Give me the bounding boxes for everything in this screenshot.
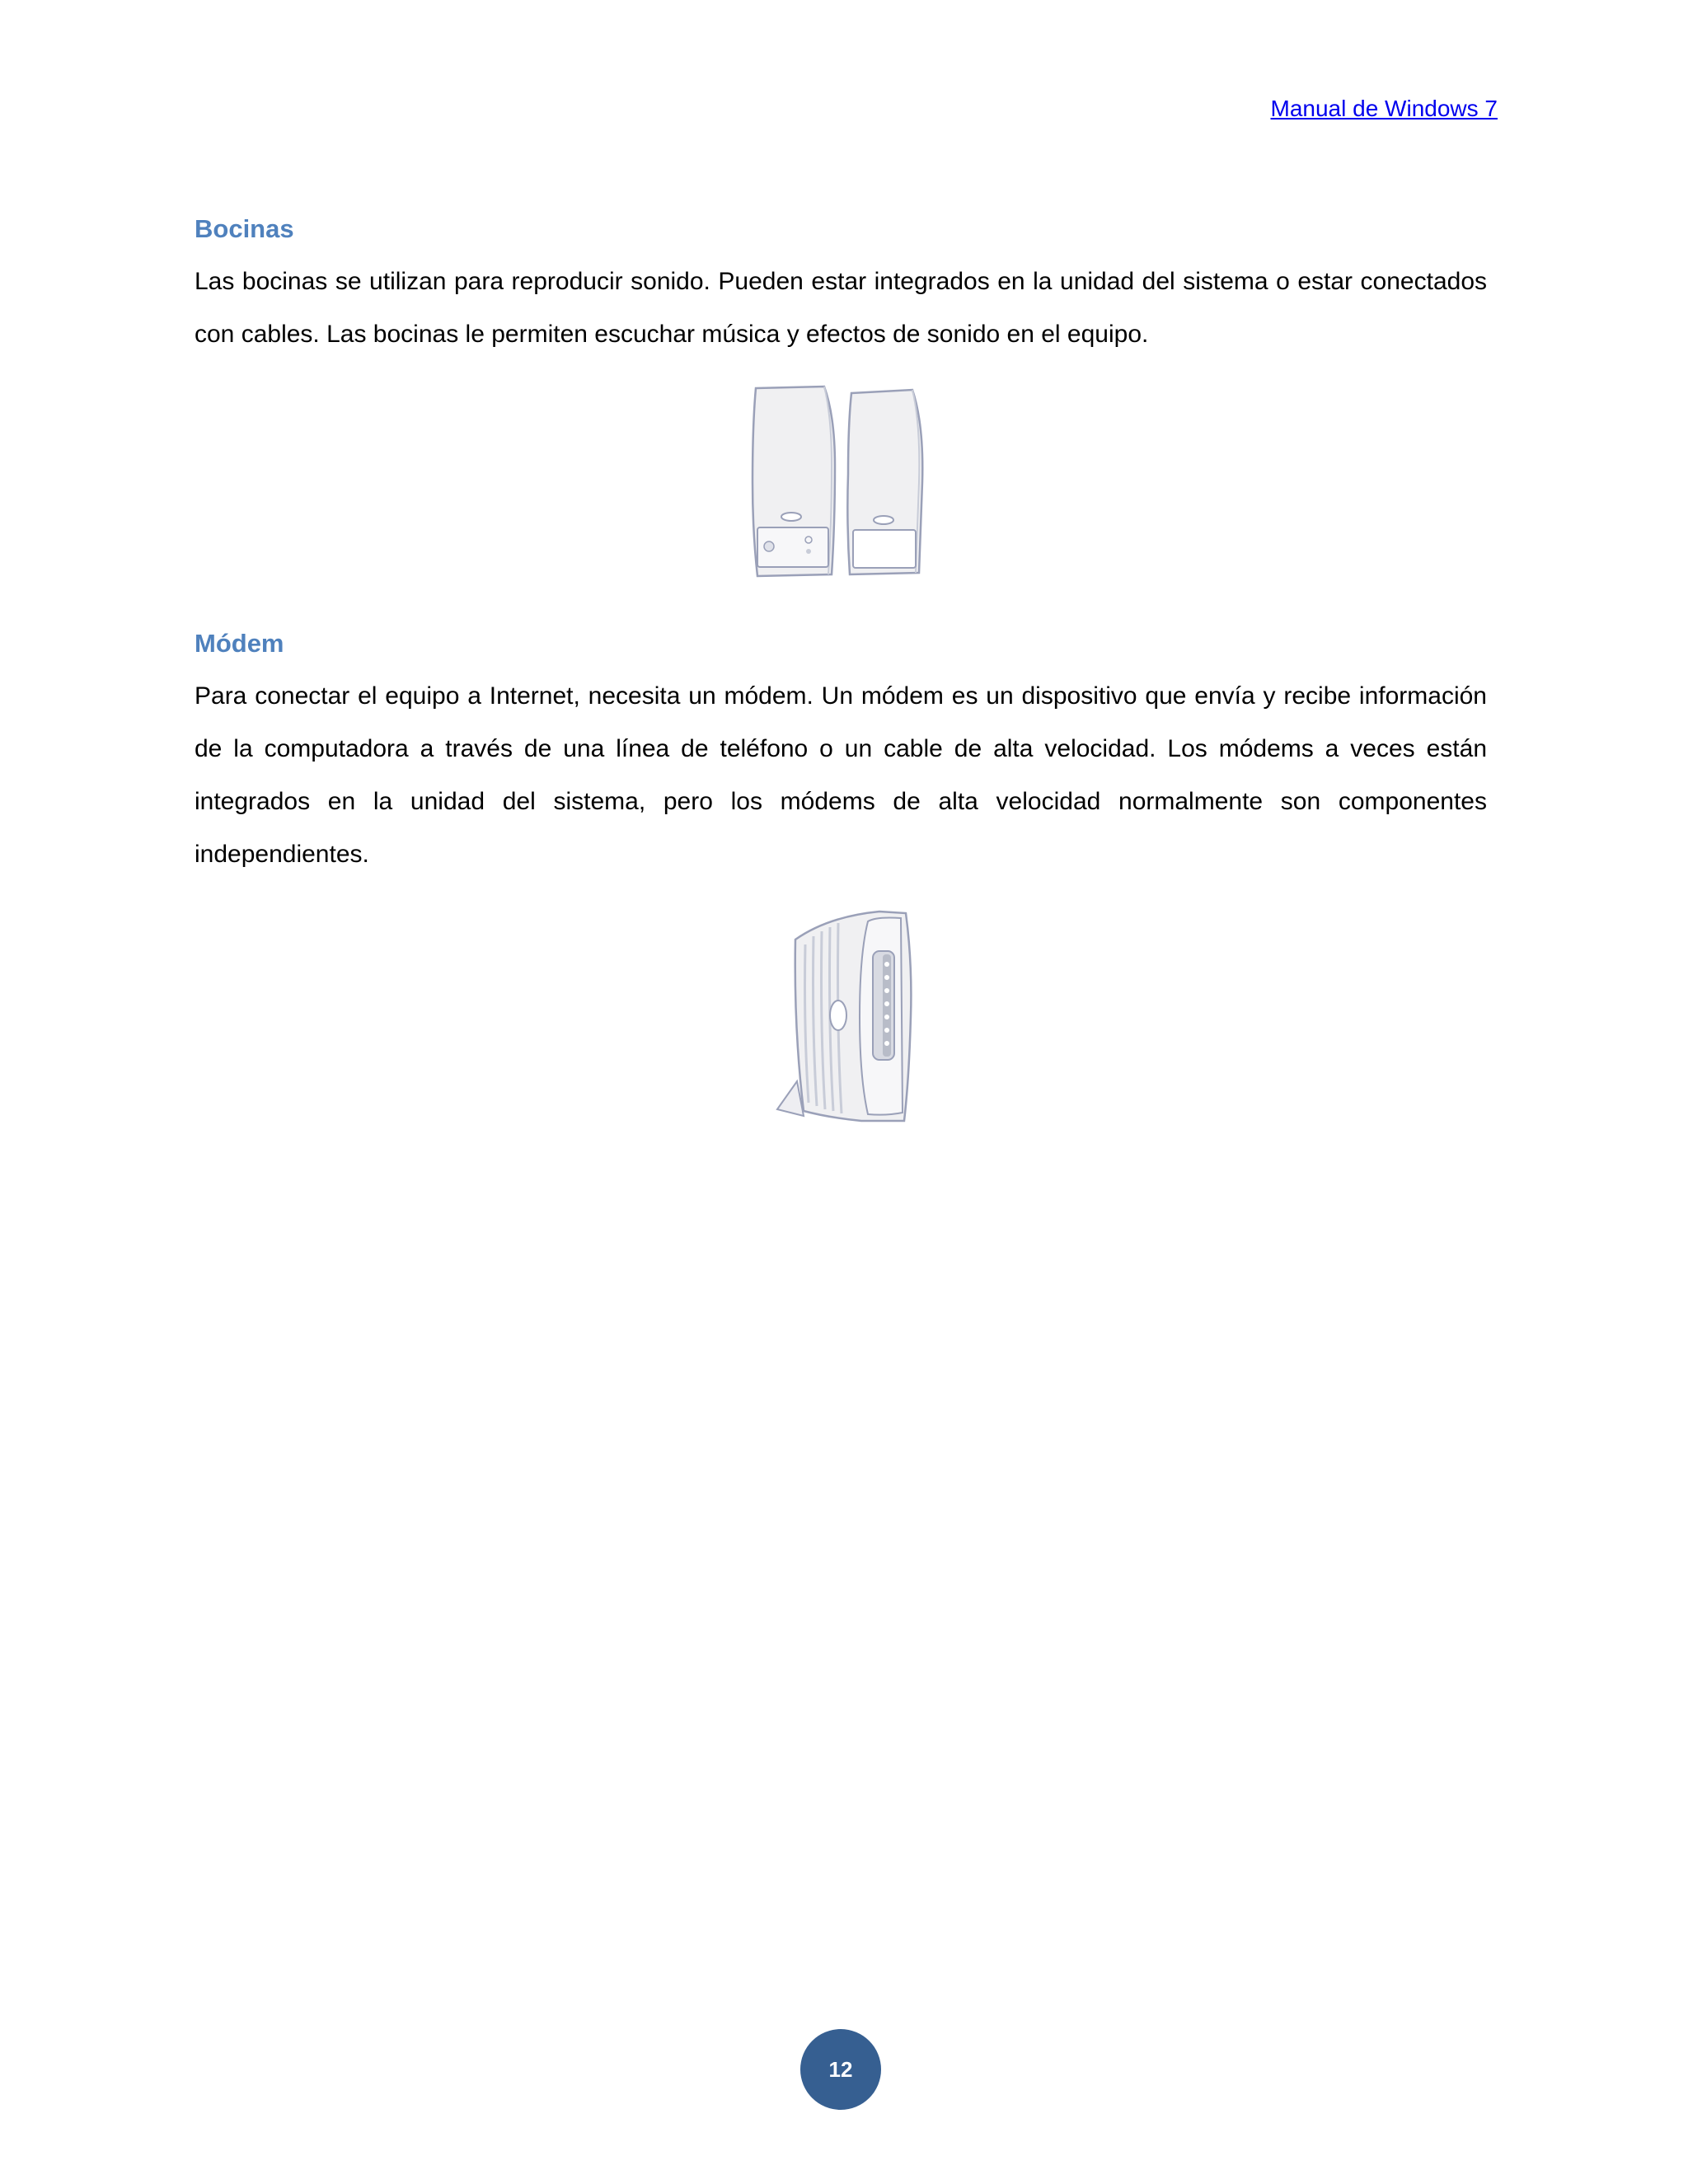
modem-illustration: [771, 905, 919, 1132]
section-body-bocinas: Las bocinas se utilizan para reproducir sonido. Pueden estar integrados en la unidad del sistema o estar conectados con cables. Las bocinas le permiten escuchar música y efectos de sonido en el equipo.: [195, 268, 1487, 348]
speakers-illustration: [746, 383, 944, 585]
page-number-badge: 12: [800, 2029, 881, 2110]
header-manual-link[interactable]: Manual de Windows 7: [1270, 96, 1498, 121]
section-body-modem: Para conectar el equipo a Internet, necesita un módem. Un módem es un dispositivo que envía y recibe información de la computadora a través de una línea de teléfono o un cable de alta velocidad. Los módems a veces están integrados en la unidad del sistema, pero los módems de alta velocidad normalmente son componentes independientes.: [195, 682, 1487, 868]
section-heading-bocinas: Bocinas: [195, 214, 294, 243]
section-modem: [195, 629, 1487, 881]
section-heading-modem: Módem: [195, 629, 284, 658]
section-bocinas: [195, 214, 1487, 361]
